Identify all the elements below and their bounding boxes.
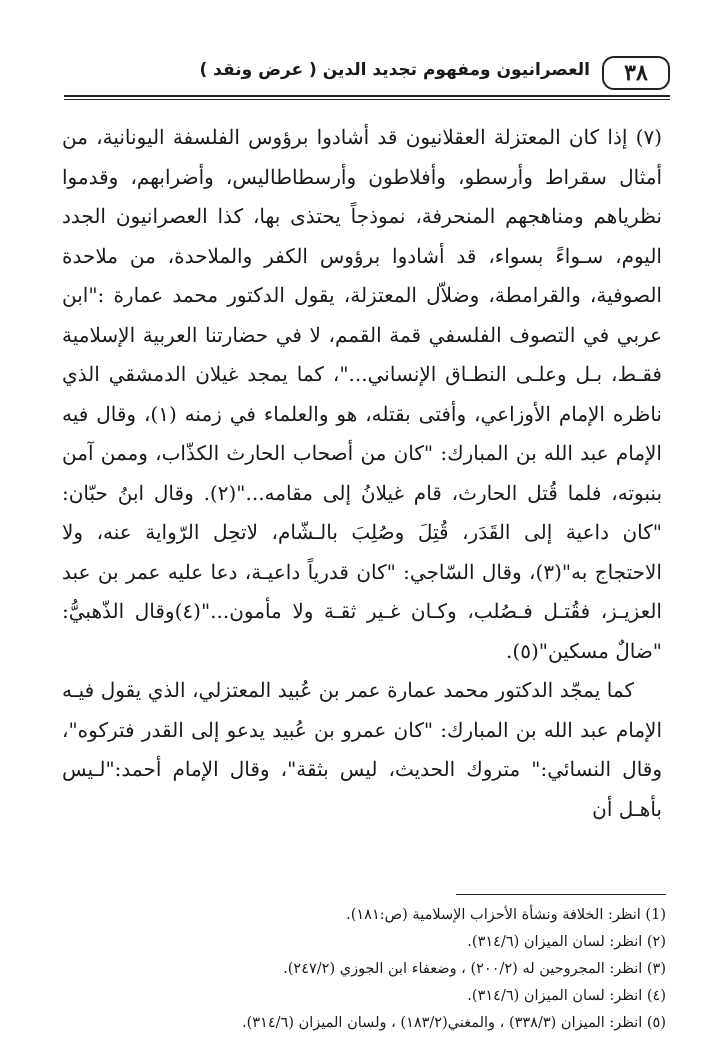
paragraph-2: كما يمجّد الدكتور محمد عمارة عمر بن عُبيد المعتزلي، الذي يقول فيـه الإمام عبد الله بن المبارك: "كان عمرو بن عُبيد يدعو إلى القدر فتركوه"، وقال النسائي:" متروك الحديث، ليس بثقة"، وقال الإمام أحمد:"لـيس بأهـل أن [62, 678, 662, 821]
header-rule [64, 95, 670, 97]
paragraph-1: (٧) إذا كان المعتزلة العقلانيون قد أشادوا برؤوس الفلسفة اليونانية، من أمثال سقراط وأرسطو، وأفلاطون وأرسطاطاليس، وأضرابهم، وقدموا نظرياهم ومناهجهم المنحرفة، نموذجاً يحتذى بها، كذا العصرانيون الجدد اليوم، سـواءً بسواء، قد أشادوا برؤوس الكفر والملاحدة، من ملاحدة الصوفية، والقرامطة، وضلاّل المعتزلة، يقول الدكتور محمد عمارة :"ابن عربي في التصوف الفلسفي قمة القمم، لا في حضارتنا العربية الإسلامية فقـط، بـل وعلـى النطـاق الإنساني..."، كما يمجد غيلان الدمشقي الذي ناظره الإمام الأوزاعي، وأفتى بقتله، هو والعلماء في زمنه (١)، وقال فيه الإمام عبد الله بن المبارك: "كان من أصحاب الحارث الكذّاب، وممن آمن بنبوته، فلما قُتل الحارث، قام غيلانُ إلى مقامه..."(٢). وقال ابنُ حبّان: "كان داعية إلى القَدَر، قُتِلَ وصُلِبَ بالـشّام، لاتحِل الرّواية عنه، ولا الاحتجاج به"(٣)، وقال السّاجي: "كان قدرياً داعيـة، دعا عليه عمر بن عبد العزيـز، فقُتـل فـصُلب، وكـان غـير ثقـة ولا مأمون..."(٤)وقال الذّهبيُّ: "ضالٌ مسكين"(٥). [62, 125, 663, 663]
footnote-5: (٥) انظر: الميزان (٣٣٨/٣) ، والمغني(١٨٣/٢) ، ولسان الميزان (٣١٤/٦). [241, 1015, 666, 1031]
footnote-2: (٢) انظر: لسان الميزان (٣١٤/٦). [467, 934, 666, 950]
footnote-separator [456, 894, 666, 895]
page-number: ٣٨ [602, 56, 670, 90]
footnote-1: (1) انظر: الخلافة ونشأة الأحزاب الإسلامية (ص:١٨١). [346, 907, 666, 923]
footnote-4: (٤) انظر: لسان الميزان (٣١٤/٦). [467, 988, 666, 1004]
body-text [62, 118, 662, 829]
running-title: العصرانيون ومفهوم تجديد الدين ( عرض ونقد ) [199, 60, 590, 80]
footnotes [200, 902, 666, 1037]
footnote-3: (٣) انظر: المجروحين له (٢٠٠/٢) ، وضعفاء ابن الجوزي (٢٤٧/٢). [283, 961, 666, 977]
page-header [64, 56, 670, 96]
header-rule-thin [64, 99, 670, 100]
